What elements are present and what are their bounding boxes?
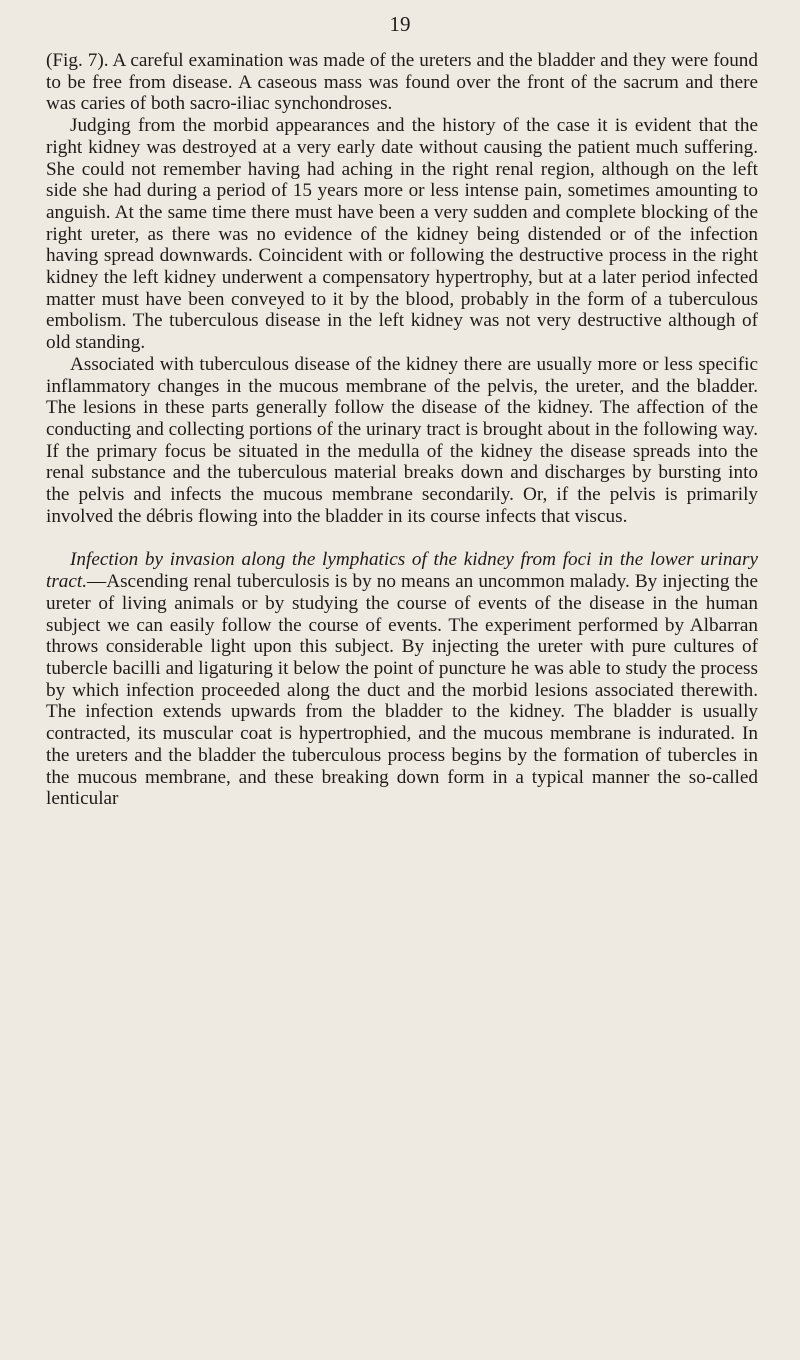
paragraph-lymphatic-invasion (46, 549, 758, 809)
page-number: 19 (389, 12, 411, 36)
paragraph-associated-changes: Associated with tuberculous disease of the kidney there are usually more or less specific inflammatory changes in the mucous membrane of the pelvis, the ureter, and the bladder. The lesions in these parts generally follow the disease of the kidney. The affection of the conducting and collecting portions of the urinary tract is brought about in the following way. If the primary focus be situated in the medulla of the kidney the disease spreads into the renal substance and the tuberculous material breaks down and discharges by bursting into the pelvis and infects the mucous membrane secondarily. Or, if the pelvis is primarily involved the débris flowing into the bladder in its course infects that viscus. (46, 353, 758, 527)
page-body (46, 50, 758, 810)
paragraph-fig7-examination: (Fig. 7). A careful examination was made of the ureters and the bladder and they were found to be free from disease. A caseous mass was found over the front of the sacrum and there was caries of both sacro-iliac synchondroses. (46, 50, 758, 115)
paragraph-text: —Ascending renal tuberculosis is by no means an uncommon malady. By injecting the ureter of living animals or by studying the course of events of the disease in the human subject we can easily follow the course of events. The experiment performed by Albarran throws considerable light upon this subject. By injecting the ureter with pure cultures of tubercle bacilli and ligaturing it below the point of puncture he was able to study the process by which infection proceeded along the duct and the morbid lesions associated therewith. The infection extends upwards from the bladder to the kidney. The bladder is usually contracted, its muscular coat is hypertrophied, and the mucous membrane is indurated. In the ureters and the bladder the tuberculous process begins by the formation of tubercles in the mucous membrane, and these breaking down form in a typical manner the so-called lenticular (46, 571, 758, 810)
section-heading: Infection by invasion along the lymphatics of the kidney from foci in the lower urinary tract. (46, 549, 758, 593)
paragraph-morbid-appearances: Judging from the morbid appearances and the history of the case it is evident that the right kidney was destroyed at a very early date without causing the patient much suffering. She could not remember having had aching in the right renal region, although on the left side she had during a period of 15 years more or less intense pain, sometimes amounting to anguish. At the same time there must have been a very sudden and complete blocking of the right ureter, as there was no evidence of the kidney being distended or of the infection having spread downwards. Coincident with or following the destructive process in the right kidney the left kidney underwent a compensatory hypertrophy, but at a later period infected matter must have been conveyed to it by the blood, probably in the form of a tuberculous embolism. The tuberculous disease in the left kidney was not very destructive although of old standing. (46, 115, 758, 354)
